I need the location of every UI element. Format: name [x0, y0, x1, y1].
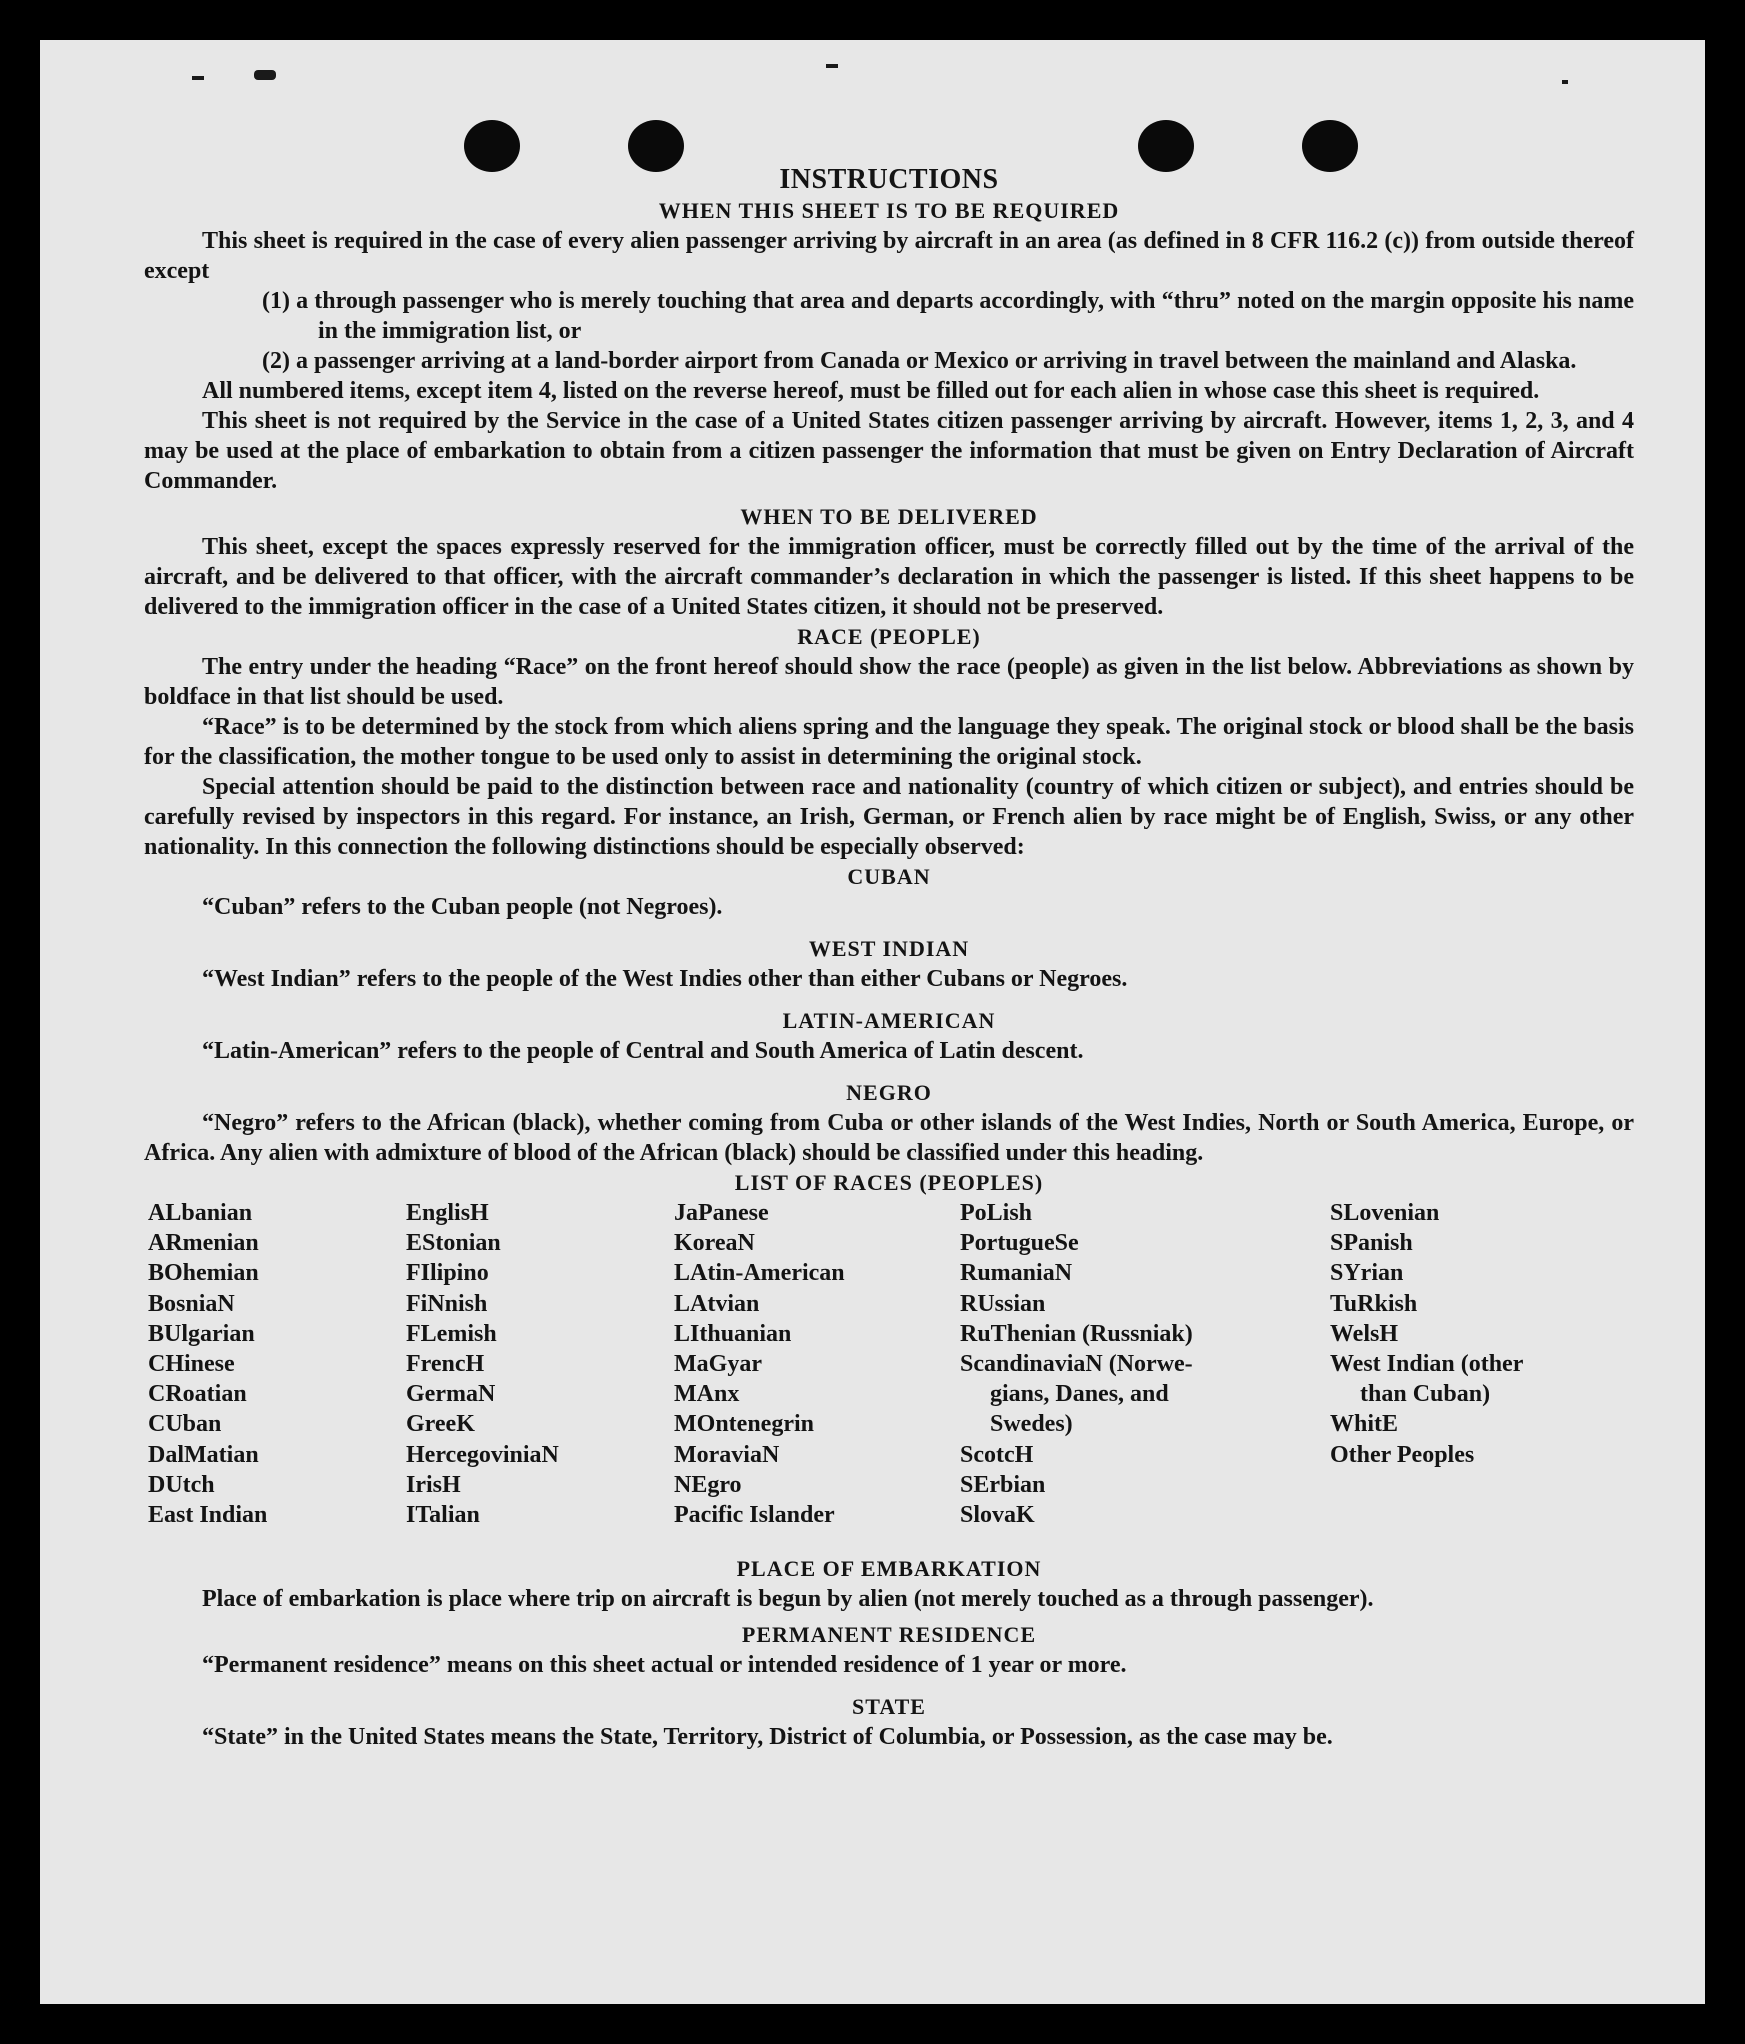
definition-text: “Latin-American” refers to the people of Central and South America of Latin descent.: [202, 1038, 1084, 1064]
paragraph: All numbered items, except item 4, listed on the reverse hereof, must be filled out for each alien in whose case this sheet is required.: [202, 378, 1540, 404]
list-item: SLovenian: [1330, 1200, 1440, 1226]
list-item: ScandinaviaN (Norwe-: [960, 1351, 1193, 1378]
list-item: Pacific Islander: [674, 1502, 835, 1529]
races-column-1: [148, 1198, 267, 1530]
list-item: FLemish: [406, 1320, 497, 1347]
list-item: JaPanese: [674, 1200, 769, 1226]
races-column-2: [406, 1198, 559, 1530]
list-item: DUtch: [148, 1471, 215, 1498]
section-heading-embarkation: PLACE OF EMBARKATION: [736, 1556, 1042, 1581]
document-content: [144, 164, 1634, 1752]
list-item: CUban: [148, 1411, 222, 1438]
list-item: SlovaK: [960, 1502, 1035, 1529]
list-item: MAnx: [674, 1381, 740, 1408]
list-item: ARmenian: [148, 1230, 259, 1257]
list-item: FIlipino: [406, 1260, 489, 1287]
list-item: (1) a through passenger who is merely touching that area and departs accordingly, with “thru” noted on the margin opposite his name in the immigration list, or: [262, 288, 1634, 344]
list-item: PortugueSe: [960, 1230, 1079, 1257]
section-heading-when-delivered: WHEN TO BE DELIVERED: [740, 504, 1038, 529]
paragraph: “State” in the United States means the State, Territory, District of Columbia, or Possession, as the case may be.: [202, 1724, 1333, 1750]
paragraph: The entry under the heading “Race” on the front hereof should show the race (people) as given in the list below. Abbreviations as shown by boldface in that list should be used.: [144, 654, 1634, 710]
list-item: TuRkish: [1330, 1290, 1418, 1317]
list-item: gians, Danes, and: [990, 1381, 1169, 1408]
list-item: DalMatian: [148, 1441, 259, 1468]
list-item: FrencH: [406, 1351, 485, 1378]
section-heading-state: STATE: [852, 1694, 926, 1719]
scan-speck: [254, 70, 276, 80]
definition-text: “Cuban” refers to the Cuban people (not Negroes).: [202, 894, 723, 920]
list-item: (2) a passenger arriving at a land-border airport from Canada or Mexico or arriving in travel between the mainland and Alaska.: [262, 348, 1577, 374]
list-item: KoreaN: [674, 1230, 755, 1257]
list-item: ITalian: [406, 1502, 480, 1529]
list-item: than Cuban): [1360, 1381, 1491, 1408]
races-column-3: [674, 1198, 845, 1530]
list-item: IrisH: [406, 1471, 461, 1498]
section-heading-latin-american: LATIN-AMERICAN: [782, 1008, 996, 1033]
list-item: BOhemian: [148, 1260, 259, 1287]
list-item: LIthuanian: [674, 1320, 792, 1347]
section-heading-when-required: WHEN THIS SHEET IS TO BE REQUIRED: [658, 198, 1120, 223]
list-item: FiNnish: [406, 1290, 488, 1317]
list-item: MoraviaN: [674, 1441, 780, 1468]
section-heading-negro: NEGRO: [846, 1080, 932, 1105]
definition-text: “Permanent residence” means on this sheet actual or intended residence of 1 year or more.: [202, 1652, 1127, 1678]
list-item: PoLish: [960, 1200, 1033, 1226]
definition-text: “Negro” refers to the African (black), whether coming from Cuba or other islands of the West Indies, North or South America, Europe, or Africa. Any alien with admixture of blood of the African (black) should be classified under this heading.: [144, 1110, 1634, 1166]
section-heading-race: RACE (PEOPLE): [797, 624, 981, 649]
list-item: GreeK: [406, 1411, 475, 1438]
paragraph: This sheet is required in the case of every alien passenger arriving by aircraft in an area (as defined in 8 CFR 116.2 (c)) from outside thereof except: [144, 228, 1634, 284]
section-heading-list-of-races: LIST OF RACES (PEOPLES): [734, 1170, 1044, 1195]
list-item: MaGyar: [674, 1351, 762, 1378]
list-item: LAtvian: [674, 1290, 760, 1317]
list-item: HercegoviniaN: [406, 1441, 559, 1468]
list-item: East Indian: [148, 1502, 268, 1529]
section-heading-cuban: CUBAN: [847, 864, 931, 889]
list-item: SPanish: [1330, 1230, 1413, 1257]
list-item: BUlgarian: [148, 1320, 255, 1347]
scan-speck: [192, 76, 204, 80]
races-list: [144, 1198, 1634, 1554]
list-item: Swedes): [990, 1411, 1073, 1438]
list-item: RUssian: [960, 1290, 1046, 1317]
paragraph: This sheet is not required by the Service in the case of a United States citizen passenger arriving by aircraft. However, items 1, 2, 3, and 4 may be used at the place of embarkation to obtain from a citizen passenger the information that must be given on Entry Declaration of Aircraft Commander.: [144, 408, 1634, 494]
list-item: RumaniaN: [960, 1260, 1073, 1287]
list-item: NEgro: [674, 1471, 742, 1498]
list-item: ALbanian: [148, 1200, 253, 1226]
races-column-4: [960, 1198, 1193, 1530]
scan-speck: [1562, 80, 1568, 84]
section-heading-permanent-residence: PERMANENT RESIDENCE: [741, 1622, 1037, 1647]
definition-text: “West Indian” refers to the people of the West Indies other than either Cubans or Negroes.: [202, 966, 1128, 992]
document-page: [40, 40, 1705, 2004]
paragraph: This sheet, except the spaces expressly reserved for the immigration officer, must be correctly filled out by the time of the arrival of the aircraft, and be delivered to that officer, with the aircraft commander’s declaration in which the passenger is listed. If this sheet happens to be delivered to the immigration officer in the case of a United States citizen, it should not be preserved.: [144, 534, 1634, 620]
list-item: Other Peoples: [1330, 1441, 1475, 1468]
list-item: WhitE: [1330, 1411, 1399, 1438]
list-item: SYrian: [1330, 1260, 1404, 1287]
races-column-5: [1330, 1198, 1523, 1470]
scan-speck: [826, 64, 838, 68]
list-item: CHinese: [148, 1351, 235, 1378]
list-item: MOntenegrin: [674, 1411, 814, 1438]
page-title: INSTRUCTIONS: [779, 164, 999, 195]
list-item: ScotcH: [960, 1441, 1034, 1468]
paragraph: Place of embarkation is place where trip on aircraft is begun by alien (not merely touched as a through passenger).: [202, 1586, 1374, 1612]
list-item: CRoatian: [148, 1381, 247, 1408]
list-item: SErbian: [960, 1471, 1046, 1498]
paragraph: Special attention should be paid to the distinction between race and nationality (country of which citizen or subject), and entries should be carefully revised by inspectors in this regard. For instance, an Irish, German, or French alien by race might be of English, Swiss, or any other nationality. In this connection the following distinctions should be especially observed:: [144, 774, 1634, 860]
list-item: West Indian (other: [1330, 1351, 1524, 1378]
section-heading-west-indian: WEST INDIAN: [808, 936, 970, 961]
list-item: RuThenian (Russniak): [960, 1320, 1193, 1347]
list-item: BosniaN: [148, 1290, 235, 1317]
list-item: WelsH: [1330, 1320, 1399, 1347]
list-item: EStonian: [406, 1230, 501, 1257]
paragraph: “Race” is to be determined by the stock from which aliens spring and the language they speak. The original stock or blood shall be the basis for the classification, the mother tongue to be used only to assist in determining the original stock.: [144, 714, 1634, 770]
list-item: GermaN: [406, 1381, 496, 1408]
list-item: EnglisH: [406, 1200, 489, 1226]
list-item: LAtin-American: [674, 1260, 845, 1287]
